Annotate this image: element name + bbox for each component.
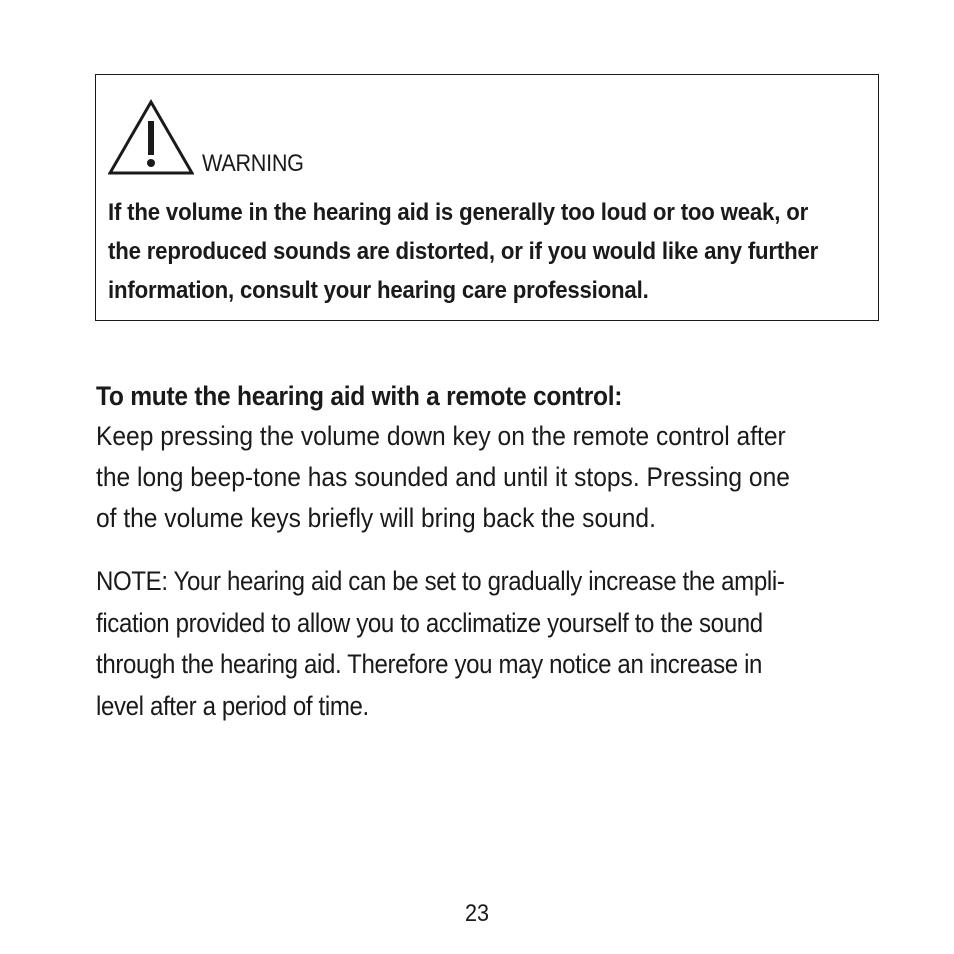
body-line: of the volume keys briefly will bring back the sound. xyxy=(96,503,656,533)
warning-box xyxy=(95,74,879,321)
page-number: 23 xyxy=(464,900,490,927)
note-line: level after a period of time. xyxy=(96,690,369,721)
body-line: Keep pressing the volume down key on the remote control after xyxy=(96,421,786,451)
note-line: NOTE: Your hearing aid can be set to gradually increase the ampli- xyxy=(96,566,785,596)
warning-title: WARNING xyxy=(202,150,304,177)
warning-text-line: the reproduced sounds are distorted, or if you would like any further xyxy=(108,238,819,265)
section-heading: To mute the hearing aid with a remote control: xyxy=(96,381,623,411)
warning-text-line: If the volume in the hearing aid is generally too loud or too weak, or xyxy=(108,199,809,226)
body-line: the long beep-tone has sounded and until it stops. Pressing one xyxy=(96,462,790,492)
note-line: fication provided to allow you to acclimatize yourself to the sound xyxy=(96,607,763,638)
warning-header xyxy=(108,99,315,175)
note-line: through the hearing aid. Therefore you may notice an increase in xyxy=(96,649,763,679)
note-paragraph xyxy=(96,561,879,727)
mute-section xyxy=(96,376,879,539)
warning-triangle-icon xyxy=(108,99,194,175)
warning-text xyxy=(108,193,867,310)
section-body xyxy=(96,416,879,539)
warning-text-line: information, consult your hearing care professional. xyxy=(108,277,649,304)
